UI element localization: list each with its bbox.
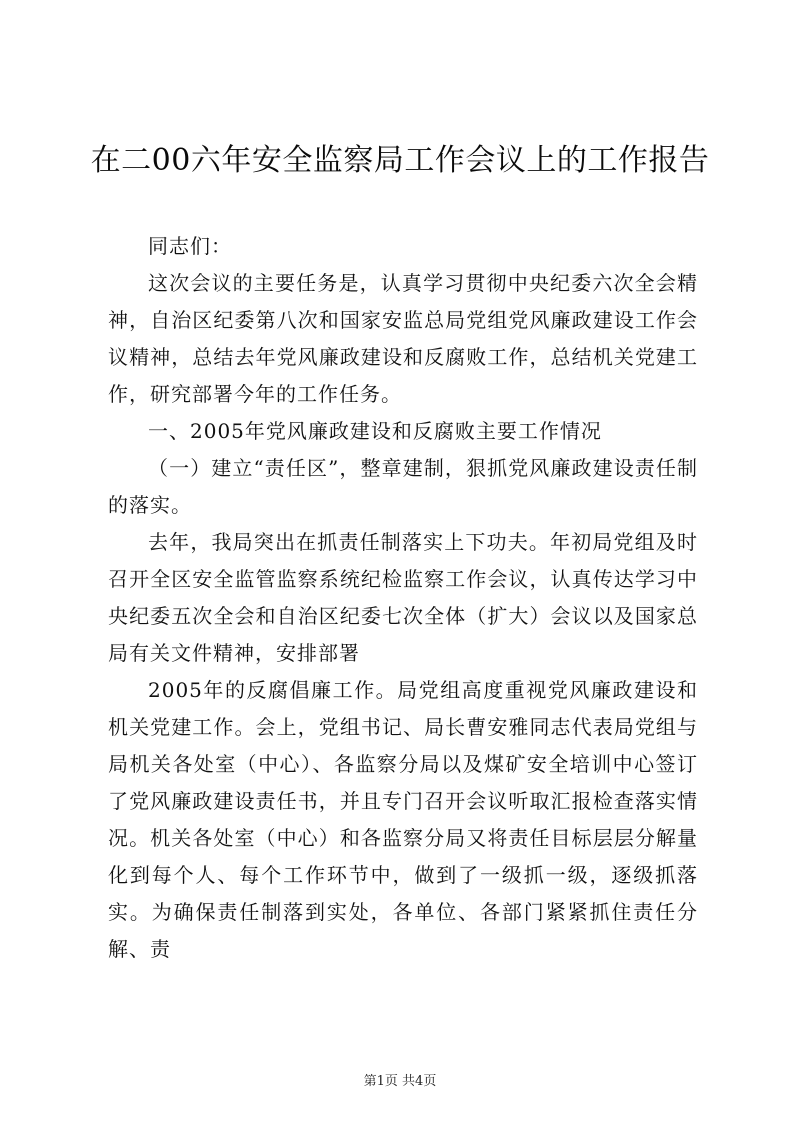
section-heading-1: 一、2005年党风廉政建设和反腐败主要工作情况 [148, 419, 602, 443]
document-title: 在二00六年安全监察局工作会议上的工作报告 [90, 143, 710, 178]
paragraph-body-1: 去年，我局突出在抓责任制落实上下功夫。年初局党组及时召开全区安全监管监察系统纪检监察工作会议，认真传达学习中央纪委五次全会和自治区纪委七次全体（扩大）会议以及国家总局有关文件精神，安排部署 [108, 530, 698, 665]
subsection-heading-1: （一）建立“责任区”，整章建制，狠抓党风廉政建设责任制的落实。 [108, 456, 698, 517]
paragraph-body-2: 2005年的反腐倡廉工作。局党组高度重视党风廉政建设和机关党建工作。会上，党组书记、局长曹安雅同志代表局党组与局机关各处室（中心）、各监察分局以及煤矿安全培训中心签订了党风廉政建设责任书，并且专门召开会议听取汇报检查落实情况。机关各处室（中心）和各监察分局又将责任目标层层分解量化到每个人、每个工作环节中，做到了一级抓一级，逐级抓落实。为确保责任制落到实处，各单位、各部门紧紧抓住责任分解、责 [108, 678, 698, 961]
document-body [108, 228, 698, 968]
paragraph-salutation: 同志们： [148, 234, 232, 258]
page-footer: 第1页 共4页 [363, 1074, 437, 1089]
paragraph-intro: 这次会议的主要任务是，认真学习贯彻中央纪委六次全会精神，自治区纪委第八次和国家安监总局党组党风廉政建设工作会议精神，总结去年党风廉政建设和反腐败工作，总结机关党建工作，研究部署今年的工作任务。 [108, 271, 698, 406]
